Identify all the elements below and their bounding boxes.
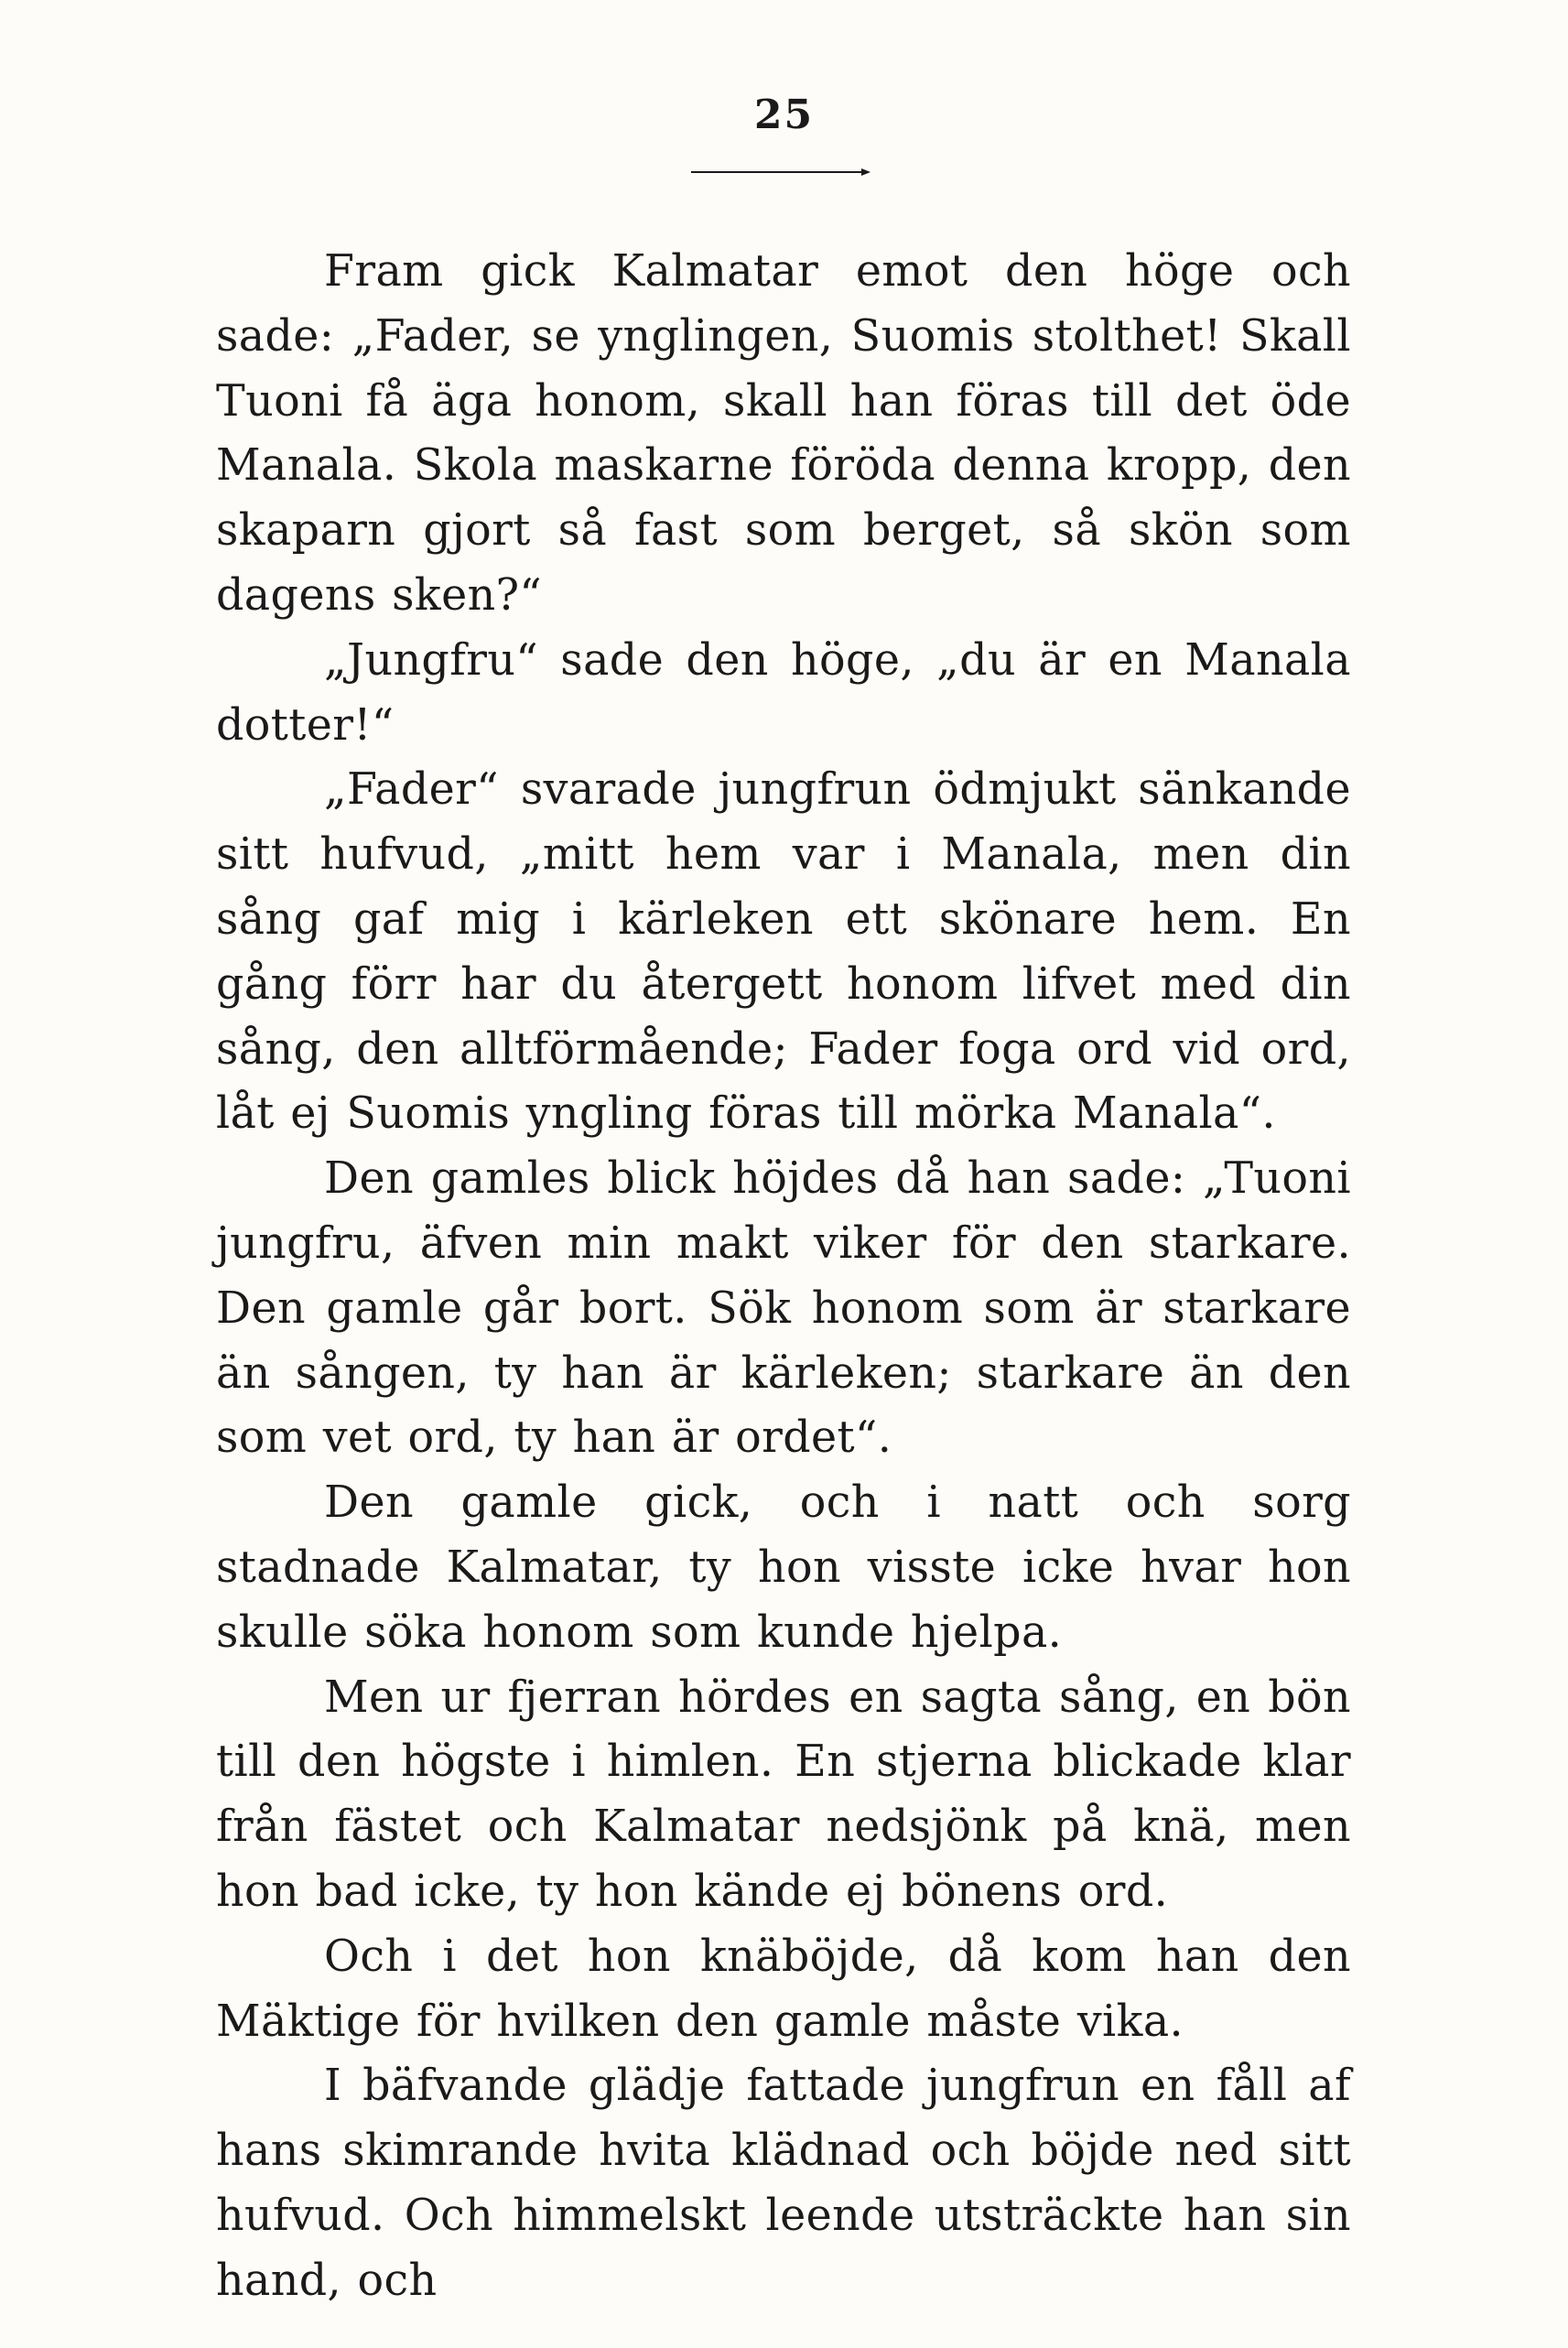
paragraph: „Fader“ svarade jungfrun ödmjukt sänkande sitt hufvud, „mitt hem var i Manala, men din sång gaf mig i kärleken ett skönare hem. En gång förr har du återgett honom lifvet med din sång, den alltförmående; Fader foga ord vid ord, låt ej Suomis yngling föras till mörka Manala“. (216, 764, 1351, 1140)
decorative-rule (691, 168, 874, 177)
paragraph: I bäfvande glädje fattade jungfrun en fåll af hans skimrande hvita klädnad och böjde ned sitt hufvud. Och himmelskt leende utsträckte han sin hand, och (216, 2061, 1351, 2306)
paragraph: Och i det hon knäböjde, då kom han den Mäktige för hvilken den gamle måste vika. (216, 1931, 1351, 2047)
page-number: 25 (753, 92, 815, 138)
paragraph: Fram gick Kalmatar emot den höge och sade: „Fader, se ynglingen, Suomis stolthet! Skall Tuoni få äga honom, skall han föras till det öde Manala. Skola maskarne föröda denna kropp, den skaparn gjort så fast som berget, så skön som dagens sken?“ (216, 246, 1351, 621)
paragraph: „Jungfru“ sade den höge, „du är en Manala dotter!“ (216, 634, 1351, 751)
paragraph: Den gamle gick, och i natt och sorg stadnade Kalmatar, ty hon visste icke hvar hon skulle söka honom som kunde hjelpa. (216, 1477, 1351, 1658)
paragraph: Den gamles blick höjdes då han sade: „Tuoni jungfru, äfven min makt viker för den starkare. Den gamle går bort. Sök honom som är starkare än sången, ty han är kärleken; starkare än den som vet ord, ty han är ordet“. (216, 1153, 1351, 1464)
body-text (216, 240, 1351, 2314)
paragraph: Men ur fjerran hördes en sagta sång, en bön till den högste i himlen. En stjerna blickade klar från fästet och Kalmatar nedsjönk på knä, men hon bad icke, ty hon kände ej bönens ord. (216, 1672, 1351, 1917)
